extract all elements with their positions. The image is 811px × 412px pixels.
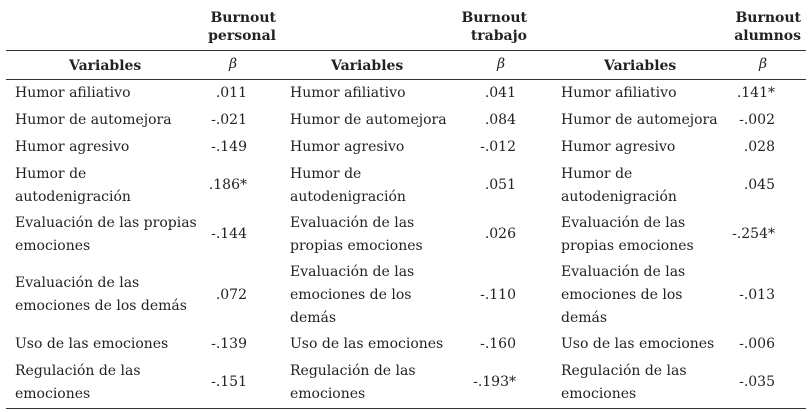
table-row (6, 259, 806, 331)
beta-value-cell: -.149 (211, 139, 247, 155)
variable-cell: Evaluación de las propias emociones (15, 214, 197, 254)
header-burnout-personal (208, 9, 276, 45)
header-line: Burnout (461, 10, 527, 26)
beta-value-cell: -.139 (211, 336, 247, 352)
beta-value-cell: -.006 (739, 336, 775, 352)
column-header-beta: β (497, 56, 506, 72)
header-line: Burnout (735, 10, 801, 26)
beta-value-cell: .072 (215, 286, 247, 303)
variable-cell: Humor agresivo (290, 139, 405, 155)
column-header-beta: β (759, 56, 768, 72)
beta-value-cell: -.254* (732, 226, 775, 242)
variable-cell: Evaluación de las emociones de los demás (15, 275, 187, 314)
beta-value-cell: -.013 (739, 286, 775, 303)
beta-value-cell: .041 (484, 85, 516, 101)
table-row (6, 331, 806, 358)
variable-cell: Uso de las emociones (15, 336, 169, 352)
variable-cell: Humor agresivo (561, 139, 676, 155)
variable-cell: Uso de las emociones (561, 336, 715, 352)
variable-cell: Humor agresivo (15, 139, 130, 155)
column-header-beta: β (229, 56, 238, 72)
variable-cell: Evaluación de las emociones de los demás (290, 263, 415, 326)
beta-value-cell: -.193* (473, 374, 516, 390)
column-header-variables: Variables (604, 58, 677, 74)
beta-value-cell: .186* (208, 177, 247, 193)
table-row (6, 161, 806, 210)
beta-value-cell: .028 (743, 139, 775, 155)
variable-cell: Uso de las emociones (290, 336, 444, 352)
variable-cell: Humor afiliativo (15, 85, 131, 101)
table-rule-bottom (6, 408, 806, 409)
table-row (6, 134, 806, 161)
beta-value-cell: .141* (736, 85, 775, 101)
variable-cell: Humor de autodenigración (561, 165, 677, 205)
variable-cell: Humor de automejora (561, 112, 718, 128)
header-line: Burnout (210, 10, 276, 26)
beta-value-cell: .051 (484, 177, 516, 193)
variable-cell: Regulación de las emociones (15, 362, 141, 402)
results-table (6, 0, 806, 412)
beta-value-cell: -.151 (211, 374, 247, 390)
header-line: alumnos (734, 28, 801, 44)
beta-value-cell: -.012 (480, 139, 516, 155)
beta-value-cell: -.021 (211, 112, 247, 128)
beta-value-cell: -.110 (480, 286, 516, 303)
variable-cell: Regulación de las emociones (290, 362, 416, 402)
table-row (6, 210, 806, 259)
variable-cell: Humor afiliativo (561, 85, 677, 101)
beta-value-cell: .045 (743, 177, 775, 193)
variable-cell: Evaluación de las propias emociones (290, 214, 423, 254)
variable-cell: Regulación de las emociones (561, 362, 687, 402)
header-line: trabajo (470, 28, 527, 44)
variable-cell: Evaluación de las emociones de los demás (561, 263, 686, 326)
beta-value-cell: -.035 (739, 374, 775, 390)
header-line: personal (208, 28, 276, 44)
beta-value-cell: .026 (484, 226, 516, 242)
variable-cell: Humor de autodenigración (15, 165, 131, 205)
column-header-variables: Variables (69, 58, 142, 74)
variable-cell: Humor de autodenigración (290, 165, 406, 205)
column-header-variables: Variables (331, 58, 404, 74)
header-burnout-trabajo (461, 9, 527, 45)
variable-cell: Humor de automejora (290, 112, 447, 128)
header-rule-top (6, 50, 806, 51)
beta-value-cell: .011 (215, 85, 247, 101)
beta-value-cell: .084 (484, 112, 516, 128)
beta-value-cell: -.160 (480, 336, 516, 352)
table-row (6, 80, 806, 107)
beta-value-cell: -.002 (739, 112, 775, 128)
variable-cell: Evaluación de las propias emociones (561, 214, 694, 254)
variable-cell: Humor afiliativo (290, 85, 406, 101)
variable-cell: Humor de automejora (15, 112, 172, 128)
beta-value-cell: -.144 (211, 226, 247, 242)
table-row (6, 358, 806, 407)
table-row (6, 107, 806, 134)
header-burnout-alumnos (734, 9, 801, 45)
